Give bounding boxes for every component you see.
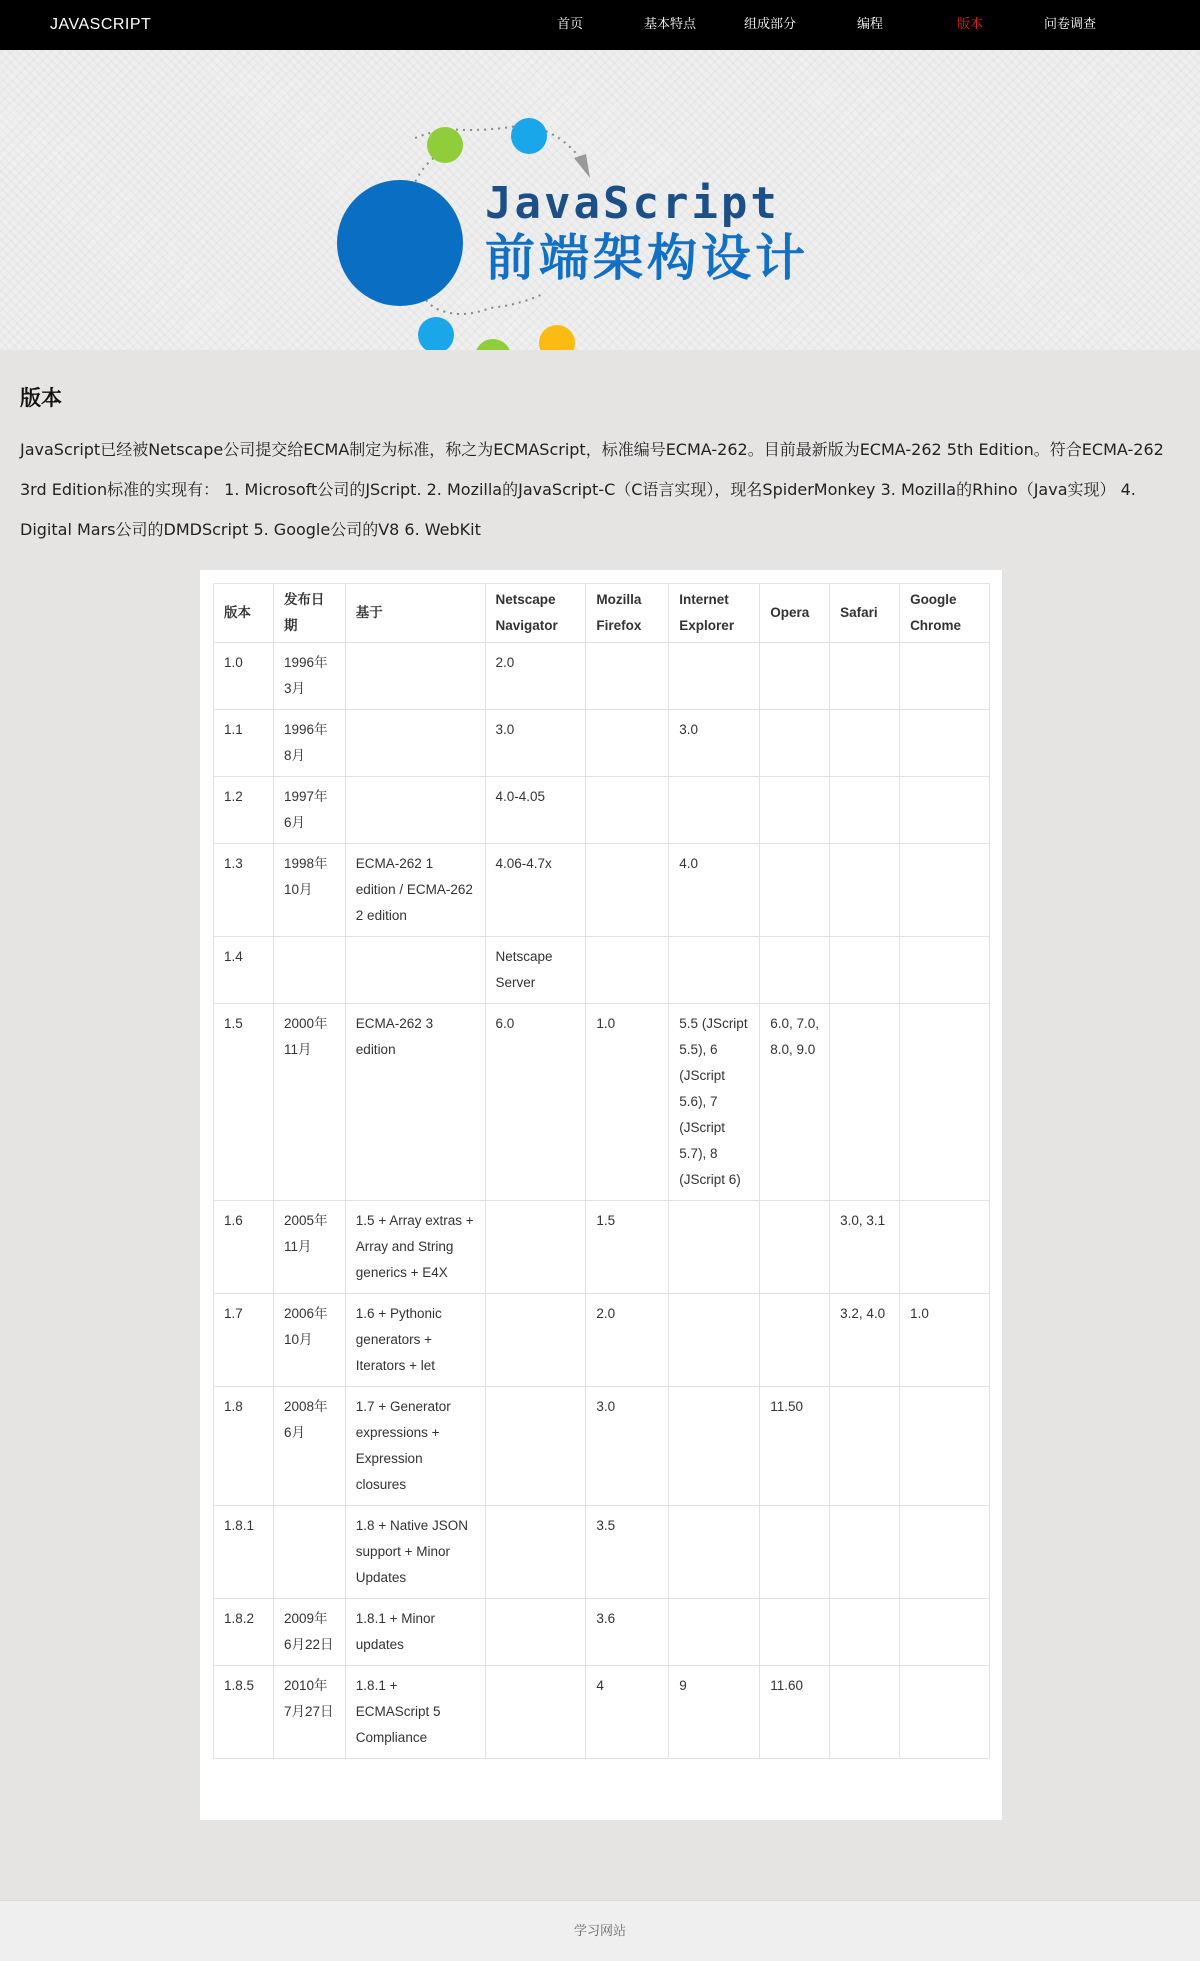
table-cell: [760, 643, 830, 710]
table-cell: 3.2, 4.0: [830, 1294, 900, 1387]
table-cell: [830, 1599, 900, 1666]
table-row: [214, 1294, 990, 1387]
table-cell: Netscape Server: [485, 937, 586, 1004]
table-cell: 1.5: [214, 1004, 274, 1201]
version-table: [213, 583, 990, 1759]
table-cell: [586, 777, 669, 844]
table-cell: [900, 844, 990, 937]
table-row: [214, 643, 990, 710]
table-cell: [760, 937, 830, 1004]
nav-item-versions[interactable]: 版本: [956, 17, 983, 32]
table-cell: 1.8: [214, 1387, 274, 1506]
table-cell: [830, 937, 900, 1004]
table-cell: 1.0: [214, 643, 274, 710]
table-cell: [900, 1201, 990, 1294]
table-cell: 3.6: [586, 1599, 669, 1666]
table-cell: [830, 777, 900, 844]
table-cell: [485, 1201, 586, 1294]
table-row: [214, 1201, 990, 1294]
column-header: 发布日期: [273, 584, 345, 643]
table-cell: 2.0: [485, 643, 586, 710]
table-cell: 2010年7月27日: [273, 1666, 345, 1759]
table-cell: 1.1: [214, 710, 274, 777]
nav-item-survey[interactable]: 问卷调查: [1043, 17, 1096, 32]
table-row: [214, 1666, 990, 1759]
table-cell: [760, 844, 830, 937]
table-cell: 1.7: [214, 1294, 274, 1387]
table-cell: [830, 1387, 900, 1506]
table-cell: 2008年6月: [273, 1387, 345, 1506]
table-cell: [586, 710, 669, 777]
table-cell: [345, 777, 485, 844]
table-cell: [900, 1004, 990, 1201]
table-cell: [669, 1201, 760, 1294]
table-row: [214, 1506, 990, 1599]
nav-item-features[interactable]: 基本特点: [643, 17, 696, 32]
table-cell: [900, 710, 990, 777]
logo-wordmark: JavaScript: [485, 178, 780, 229]
table-cell: 1.6 + Pythonic generators + Iterators + let: [345, 1294, 485, 1387]
table-cell: 1.8.5: [214, 1666, 274, 1759]
table-cell: [669, 1506, 760, 1599]
table-cell: [485, 1506, 586, 1599]
table-row: [214, 1599, 990, 1666]
table-cell: 1.7 + Generator expressions + Expression closures: [345, 1387, 485, 1506]
table-cell: 1.8 + Native JSON support + Minor Updates: [345, 1506, 485, 1599]
footer-text: 学习网站: [573, 1924, 626, 1939]
table-row: [214, 937, 990, 1004]
table-cell: 3.0: [669, 710, 760, 777]
table-cell: 1.6: [214, 1201, 274, 1294]
table-cell: [669, 937, 760, 1004]
javascript-logo-graphic: [0, 50, 1200, 350]
table-cell: 4.06-4.7x: [485, 844, 586, 937]
table-cell: [900, 1387, 990, 1506]
table-cell: [485, 1294, 586, 1387]
intro-paragraph: JavaScript已经被Netscape公司提交给ECMA制定为标准，称之为ECMAScript，标准编号ECMA-262。目前最新版为ECMA-262 5th Edition。符合ECMA-262 3rd Edition标准的实现有： 1. Microsoft公司的JScript. 2. Mozilla的JavaScript-C（C语言实现），现名SpiderMonkey 3. Mozilla的Rhino（Java实现） 4. Digital Mars公司的DMDScript 5. Google公司的V8 6. WebKit: [20, 440, 1164, 539]
table-cell: 1996年3月: [273, 643, 345, 710]
table-cell: [586, 937, 669, 1004]
table-cell: [669, 1294, 760, 1387]
table-cell: 1.4: [214, 937, 274, 1004]
table-cell: [900, 777, 990, 844]
table-cell: [760, 1201, 830, 1294]
table-cell: 4.0: [669, 844, 760, 937]
table-cell: [345, 710, 485, 777]
table-cell: [485, 1666, 586, 1759]
table-cell: 1.0: [900, 1294, 990, 1387]
logo-circle-large: [337, 180, 463, 306]
table-cell: [900, 1599, 990, 1666]
table-cell: [760, 1599, 830, 1666]
table-cell: 2005年11月: [273, 1201, 345, 1294]
table-cell: [830, 844, 900, 937]
table-cell: [900, 1666, 990, 1759]
table-cell: 11.60: [760, 1666, 830, 1759]
footer: [0, 1900, 1200, 1961]
table-cell: [760, 710, 830, 777]
table-cell: [345, 643, 485, 710]
orbit-arrow-icon: [574, 154, 590, 178]
table-cell: ECMA-262 1 edition / ECMA-262 2 edition: [345, 844, 485, 937]
table-cell: 1.8.1 + Minor updates: [345, 1599, 485, 1666]
table-cell: 1.8.1 + ECMAScript 5 Compliance: [345, 1666, 485, 1759]
table-row: [214, 1004, 990, 1201]
table-cell: [669, 1599, 760, 1666]
table-cell: [900, 643, 990, 710]
page-title: 版本: [20, 386, 62, 410]
table-cell: 2.0: [586, 1294, 669, 1387]
table-cell: 11.50: [760, 1387, 830, 1506]
table-cell: [830, 1004, 900, 1201]
column-header: Safari: [830, 584, 900, 643]
table-cell: [485, 1387, 586, 1506]
table-cell: [760, 777, 830, 844]
column-header: Opera: [760, 584, 830, 643]
column-header: 版本: [214, 584, 274, 643]
table-cell: 2006年10月: [273, 1294, 345, 1387]
table-cell: [830, 1666, 900, 1759]
table-cell: [900, 937, 990, 1004]
table-cell: [760, 1294, 830, 1387]
table-cell: 2009年6月22日: [273, 1599, 345, 1666]
table-cell: 1996年8月: [273, 710, 345, 777]
table-row: [214, 710, 990, 777]
table-cell: 5.5 (JScript 5.5), 6 (JScript 5.6), 7 (JScript 5.7), 8 (JScript 6): [669, 1004, 760, 1201]
table-row: [214, 844, 990, 937]
table-cell: ECMA-262 3 edition: [345, 1004, 485, 1201]
nav-item-components[interactable]: 组成部分: [743, 17, 796, 32]
table-cell: [900, 1506, 990, 1599]
table-cell: 2000年11月: [273, 1004, 345, 1201]
table-cell: 1.3: [214, 844, 274, 937]
table-cell: 1.2: [214, 777, 274, 844]
table-cell: [485, 1599, 586, 1666]
table-cell: [669, 777, 760, 844]
table-cell: [345, 937, 485, 1004]
column-header: Netscape Navigator: [485, 584, 586, 643]
column-header: Google Chrome: [900, 584, 990, 643]
table-cell: [273, 1506, 345, 1599]
table-cell: 9: [669, 1666, 760, 1759]
table-cell: 4: [586, 1666, 669, 1759]
table-cell: 1.8.1: [214, 1506, 274, 1599]
hero-banner: [0, 50, 1200, 350]
top-nav: [0, 0, 1200, 50]
table-cell: 6.0, 7.0, 8.0, 9.0: [760, 1004, 830, 1201]
table-cell: [830, 710, 900, 777]
table-cell: [830, 1506, 900, 1599]
table-cell: [669, 643, 760, 710]
table-cell: [830, 643, 900, 710]
column-header: 基于: [345, 584, 485, 643]
logo-dot-blue-top: [511, 118, 547, 154]
table-header-row: [214, 584, 990, 643]
table-row: [214, 777, 990, 844]
logo-dot-green-bottom: [475, 339, 511, 350]
logo-dot-green-top: [427, 127, 463, 163]
logo-dot-yellow: [539, 325, 575, 350]
table-cell: 1997年6月: [273, 777, 345, 844]
logo-subtitle: 前端架构设计: [485, 229, 809, 287]
table-cell: [669, 1387, 760, 1506]
table-cell: 3.0: [485, 710, 586, 777]
table-cell: [586, 643, 669, 710]
nav-item-home[interactable]: 首页: [556, 17, 583, 32]
table-cell: 3.5: [586, 1506, 669, 1599]
version-table-card: [200, 570, 1002, 1820]
table-cell: 3.0, 3.1: [830, 1201, 900, 1294]
table-cell: 1.8.2: [214, 1599, 274, 1666]
table-cell: 1.0: [586, 1004, 669, 1201]
table-cell: 3.0: [586, 1387, 669, 1506]
table-cell: 1.5 + Array extras + Array and String generics + E4X: [345, 1201, 485, 1294]
table-cell: [760, 1506, 830, 1599]
table-cell: 4.0-4.05: [485, 777, 586, 844]
nav-menu: [520, 0, 1120, 50]
table-cell: [273, 937, 345, 1004]
column-header: Mozilla Firefox: [586, 584, 669, 643]
table-row: [214, 1387, 990, 1506]
table-cell: 1.5: [586, 1201, 669, 1294]
table-cell: 6.0: [485, 1004, 586, 1201]
table-cell: [586, 844, 669, 937]
nav-item-programming[interactable]: 编程: [856, 17, 883, 32]
logo-dot-blue-bottom: [418, 317, 454, 350]
table-cell: 1998年10月: [273, 844, 345, 937]
column-header: Internet Explorer: [669, 584, 760, 643]
brand-logo[interactable]: JAVASCRIPT: [50, 16, 152, 33]
